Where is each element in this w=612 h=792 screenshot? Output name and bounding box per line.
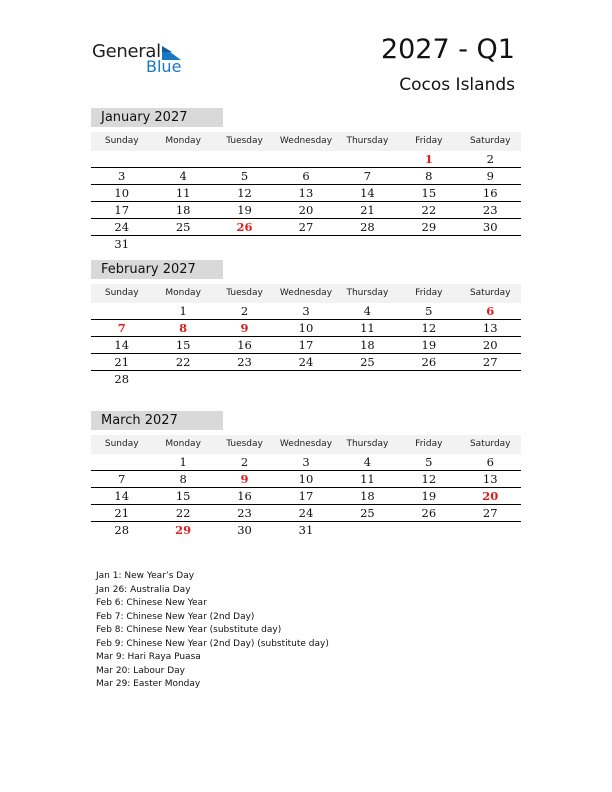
- week-row: [91, 236, 521, 252]
- day-cell: 25: [360, 355, 375, 369]
- weekday-label: Friday: [415, 439, 443, 449]
- day-cell: 9: [240, 472, 249, 486]
- day-cell: 24: [298, 506, 314, 520]
- day-cell: 12: [237, 186, 252, 200]
- holiday-note: Feb 8: Chinese New Year (substitute day): [96, 625, 282, 635]
- weekday-label: Wednesday: [279, 288, 333, 298]
- week-row: [91, 185, 521, 202]
- day-cell: 4: [179, 169, 187, 183]
- month-label: March 2027: [91, 411, 223, 430]
- day-cell: 19: [421, 338, 437, 352]
- day-cell: 4: [363, 304, 372, 318]
- day-cell: 18: [360, 489, 375, 503]
- holiday-note: Feb 9: Chinese New Year (2nd Day) (substitute day): [96, 638, 329, 649]
- day-cell: 19: [237, 203, 252, 217]
- day-cell: 20: [298, 203, 314, 217]
- day-cell: 17: [298, 489, 314, 503]
- holiday-note: Jan 26: Australia Day: [96, 584, 191, 595]
- day-cell: 12: [421, 321, 437, 335]
- day-cell: 11: [360, 321, 375, 335]
- week-row: [91, 371, 521, 387]
- empty-day-cell: [398, 371, 459, 387]
- day-cell: 13: [298, 186, 314, 200]
- day-cell: 26: [421, 355, 437, 369]
- day-cell: 5: [425, 455, 433, 469]
- weekday-label: Sunday: [104, 288, 139, 298]
- day-cell: 17: [298, 338, 314, 352]
- day-cell: 8: [425, 169, 433, 183]
- day-cell: 20: [482, 489, 499, 503]
- weekday-header-row: [91, 435, 521, 454]
- day-cell: 22: [421, 203, 437, 217]
- month-block: [91, 260, 521, 387]
- day-cell: 3: [118, 169, 126, 183]
- country-name: Cocos Islands: [399, 75, 515, 95]
- day-cell: 13: [482, 472, 498, 486]
- day-cell: 23: [237, 506, 252, 520]
- weekday-label: Tuesday: [226, 136, 263, 146]
- week-row: [91, 337, 521, 354]
- weekday-header-row: [91, 132, 521, 151]
- day-cell: 31: [114, 237, 130, 251]
- empty-day-cell: [214, 236, 275, 252]
- weekday-label: Saturday: [469, 439, 511, 449]
- week-row: [91, 354, 521, 371]
- day-cell: 6: [302, 169, 310, 183]
- weekday-label: Wednesday: [279, 136, 333, 146]
- day-cell: 17: [114, 203, 130, 217]
- weekday-label: Monday: [165, 136, 201, 146]
- weekday-label: Friday: [415, 288, 443, 298]
- day-cell: 27: [482, 355, 498, 369]
- day-cell: 22: [175, 506, 191, 520]
- day-cell: 31: [298, 523, 314, 537]
- holiday-note: Mar 20: Labour Day: [96, 665, 185, 676]
- month-block: [91, 411, 521, 538]
- holiday-note: Mar 9: Hari Raya Puasa: [96, 652, 201, 662]
- weekday-label: Sunday: [104, 136, 139, 146]
- weekday-label: Monday: [165, 439, 201, 449]
- day-cell: 25: [175, 220, 191, 234]
- empty-day-cell: [91, 151, 152, 167]
- empty-day-cell: [337, 371, 398, 387]
- weekday-label: Thursday: [346, 439, 389, 449]
- day-cell: 12: [421, 472, 437, 486]
- day-cell: 14: [114, 489, 130, 503]
- holiday-note: Feb 6: Chinese New Year: [96, 598, 207, 608]
- day-cell: 13: [482, 321, 498, 335]
- weekday-label: Thursday: [346, 288, 389, 298]
- empty-day-cell: [91, 303, 152, 319]
- empty-day-cell: [460, 522, 521, 538]
- day-cell: 27: [482, 506, 498, 520]
- day-cell: 1: [179, 455, 187, 469]
- day-cell: 1: [179, 304, 187, 318]
- day-cell: 11: [360, 472, 375, 486]
- weekday-label: Friday: [415, 136, 443, 146]
- empty-day-cell: [337, 236, 398, 252]
- day-cell: 8: [179, 472, 187, 486]
- week-row: [91, 522, 521, 538]
- day-cell: 9: [240, 321, 249, 335]
- day-cell: 14: [114, 338, 130, 352]
- day-cell: 21: [360, 203, 375, 217]
- day-cell: 20: [482, 338, 498, 352]
- day-cell: 29: [175, 523, 192, 537]
- empty-day-cell: [275, 371, 336, 387]
- empty-day-cell: [152, 151, 213, 167]
- holiday-notes: [96, 570, 329, 692]
- day-cell: 15: [175, 489, 191, 503]
- day-cell: 10: [298, 321, 314, 335]
- day-cell: 23: [482, 203, 498, 217]
- day-cell: 6: [486, 304, 495, 318]
- day-cell: 7: [117, 321, 126, 335]
- empty-day-cell: [275, 151, 336, 167]
- day-cell: 28: [114, 523, 130, 537]
- holiday-note: Jan 1: New Year’s Day: [96, 571, 195, 581]
- day-cell: 14: [360, 186, 375, 200]
- empty-day-cell: [91, 454, 152, 470]
- day-cell: 29: [421, 220, 437, 234]
- day-cell: 4: [363, 455, 372, 469]
- day-cell: 1: [424, 152, 433, 166]
- empty-day-cell: [337, 151, 398, 167]
- day-cell: 15: [175, 338, 191, 352]
- day-cell: 2: [240, 304, 249, 318]
- day-cell: 27: [298, 220, 314, 234]
- empty-day-cell: [398, 236, 459, 252]
- day-cell: 19: [421, 489, 437, 503]
- weekday-label: Saturday: [469, 136, 511, 146]
- weekday-label: Monday: [165, 288, 201, 298]
- page-title: 2027 - Q1: [380, 34, 515, 65]
- logo-word-general: General: [92, 41, 161, 62]
- week-row: [91, 320, 521, 337]
- week-row: [91, 168, 521, 185]
- day-cell: 28: [360, 220, 375, 234]
- week-row: [91, 471, 521, 488]
- day-cell: 30: [482, 220, 498, 234]
- day-cell: 28: [114, 372, 130, 386]
- day-cell: 11: [175, 186, 191, 200]
- weekday-label: Tuesday: [226, 439, 263, 449]
- day-cell: 10: [298, 472, 314, 486]
- day-cell: 10: [114, 186, 130, 200]
- empty-day-cell: [275, 236, 336, 252]
- day-cell: 3: [302, 455, 310, 469]
- month-block: [91, 108, 521, 252]
- logo: [92, 40, 192, 80]
- week-row: [91, 202, 521, 219]
- empty-day-cell: [214, 151, 275, 167]
- holiday-note: Mar 29: Easter Monday: [96, 679, 201, 689]
- day-cell: 9: [486, 169, 494, 183]
- day-cell: 8: [179, 321, 188, 335]
- day-cell: 15: [421, 186, 437, 200]
- day-cell: 2: [486, 152, 494, 166]
- day-cell: 24: [114, 220, 130, 234]
- day-cell: 16: [237, 338, 252, 352]
- month-label: February 2027: [91, 260, 223, 279]
- month-label: January 2027: [91, 108, 223, 127]
- weekday-label: Tuesday: [226, 288, 263, 298]
- week-row: [91, 454, 521, 471]
- empty-day-cell: [337, 522, 398, 538]
- day-cell: 24: [298, 355, 314, 369]
- day-cell: 16: [482, 186, 498, 200]
- day-cell: 6: [486, 455, 494, 469]
- week-row: [91, 219, 521, 236]
- day-cell: 21: [114, 506, 130, 520]
- day-cell: 3: [302, 304, 310, 318]
- week-row: [91, 151, 521, 168]
- day-cell: 5: [425, 304, 433, 318]
- day-cell: 2: [240, 455, 249, 469]
- week-row: [91, 303, 521, 320]
- day-cell: 22: [175, 355, 191, 369]
- day-cell: 18: [175, 203, 191, 217]
- day-cell: 7: [118, 472, 126, 486]
- day-cell: 7: [363, 169, 372, 183]
- weekday-header-row: [91, 284, 521, 303]
- empty-day-cell: [152, 236, 213, 252]
- day-cell: 16: [237, 489, 252, 503]
- day-cell: 5: [240, 169, 249, 183]
- logo-word-blue: Blue: [146, 57, 182, 76]
- day-cell: 21: [114, 355, 130, 369]
- day-cell: 25: [360, 506, 375, 520]
- day-cell: 30: [237, 523, 252, 537]
- weekday-label: Thursday: [346, 136, 389, 146]
- weekday-label: Saturday: [469, 288, 511, 298]
- week-row: [91, 505, 521, 522]
- empty-day-cell: [460, 371, 521, 387]
- empty-day-cell: [214, 371, 275, 387]
- holiday-note: Feb 7: Chinese New Year (2nd Day): [96, 611, 255, 622]
- day-cell: 23: [237, 355, 252, 369]
- day-cell: 18: [360, 338, 375, 352]
- day-cell: 26: [421, 506, 437, 520]
- empty-day-cell: [398, 522, 459, 538]
- day-cell: 26: [236, 220, 253, 234]
- weekday-label: Sunday: [104, 439, 139, 449]
- empty-day-cell: [460, 236, 521, 252]
- week-row: [91, 488, 521, 505]
- weekday-label: Wednesday: [279, 439, 333, 449]
- empty-day-cell: [152, 371, 213, 387]
